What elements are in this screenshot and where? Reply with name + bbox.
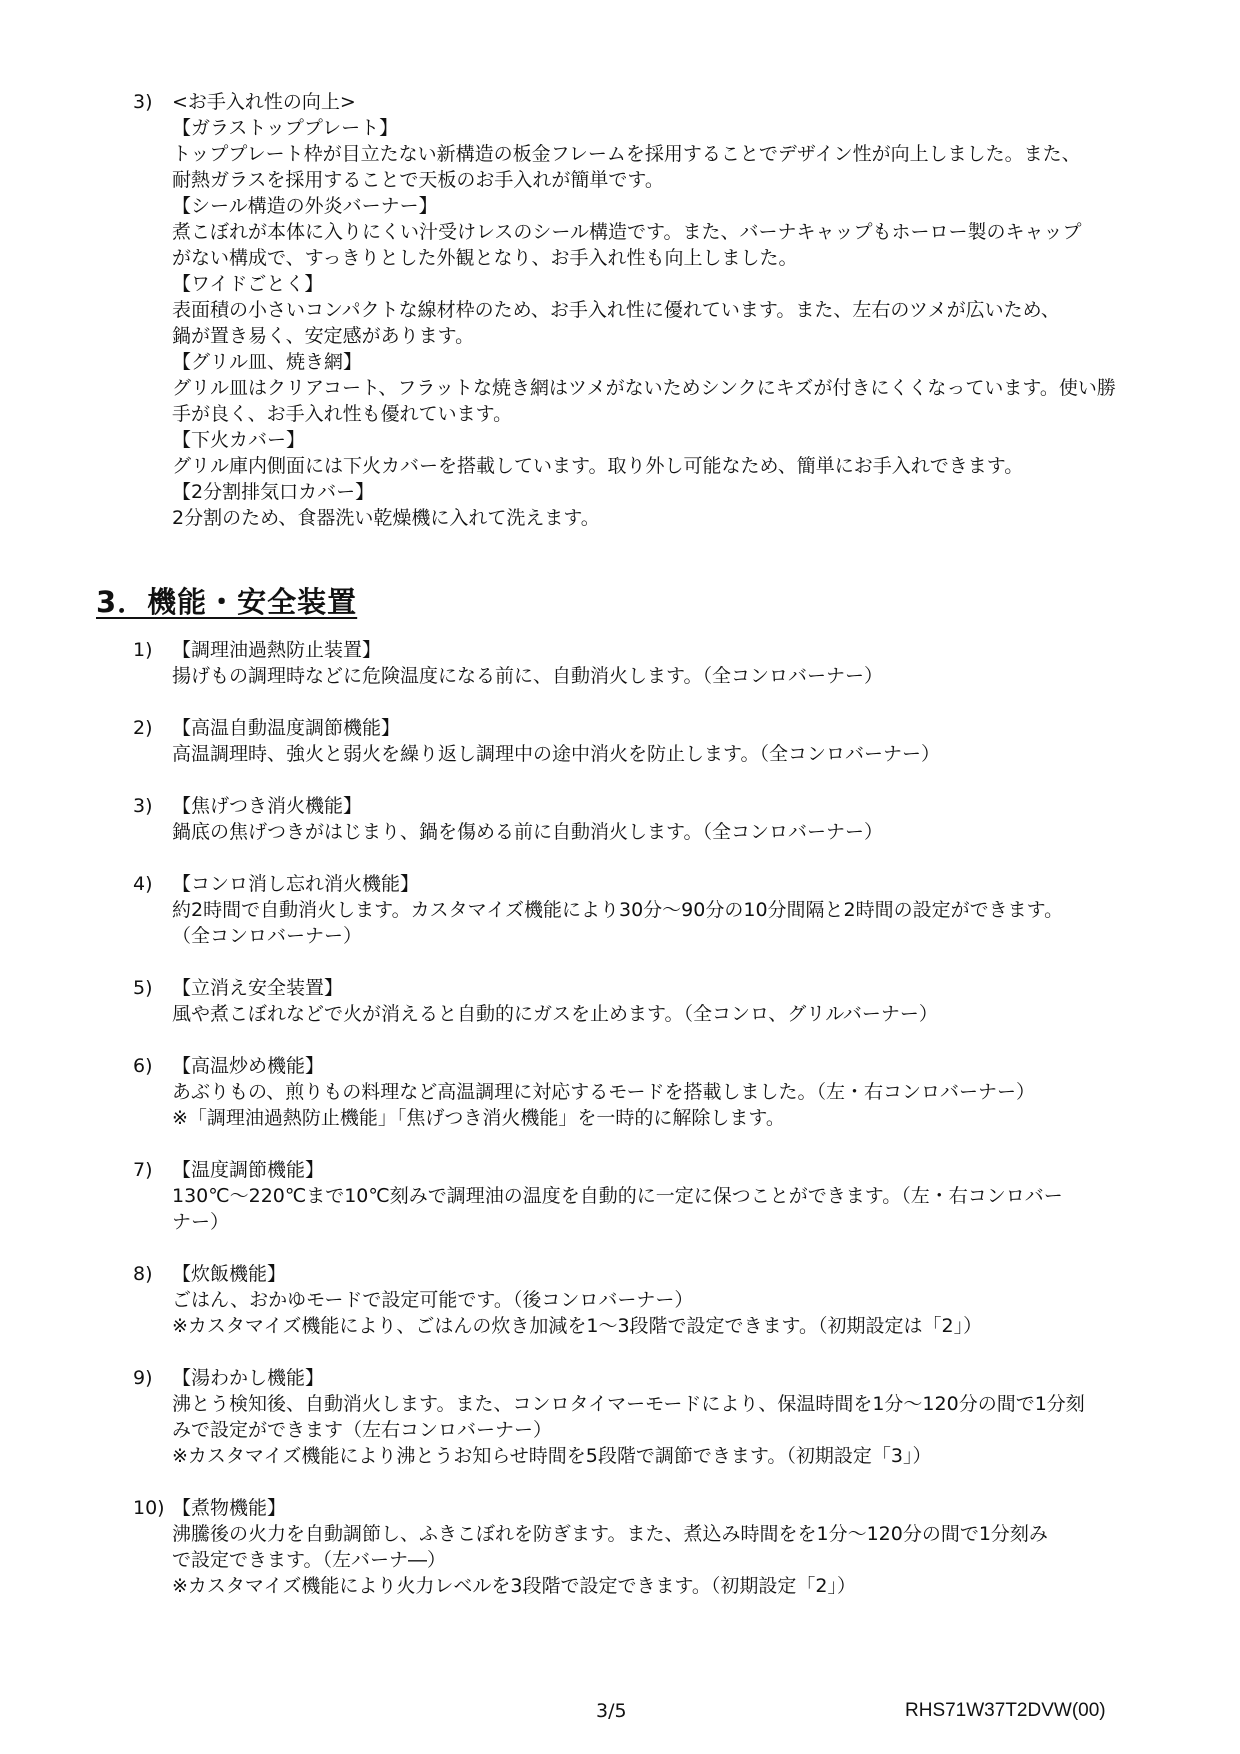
item-text-line: ごはん、おかゆモードで設定可能です。（後コンロバーナー） bbox=[172, 1289, 694, 1311]
item-number: 10) bbox=[133, 1497, 165, 1519]
care-subheading: 【シール構造の外炎バーナー】 bbox=[172, 195, 438, 217]
item-title: 【コンロ消し忘れ消火機能】 bbox=[172, 873, 420, 895]
item-text-line: ※カスタマイズ機能により、ごはんの炊き加減を1～3段階で設定できます。（初期設定は「2」） bbox=[172, 1315, 983, 1337]
item-text-line: あぶりもの、煎りもの料理など高温調理に対応するモードを搭載しました。（左・右コンロバーナー） bbox=[172, 1081, 1035, 1103]
item-title: 【調理油過熱防止装置】 bbox=[172, 639, 382, 661]
item-text-line: で設定できます。（左バーナ―） bbox=[172, 1549, 446, 1571]
care-heading bbox=[133, 89, 1193, 115]
function-item bbox=[133, 975, 1193, 1027]
item-title: 【高温自動温度調節機能】 bbox=[172, 717, 401, 739]
care-subheading: 【グリル皿、焼き網】 bbox=[172, 351, 363, 373]
document-code: RHS71W37T2DVW(00) bbox=[905, 1700, 1106, 1721]
item-title: 【立消え安全装置】 bbox=[172, 977, 344, 999]
care-title: <お手入れ性の向上> bbox=[172, 91, 356, 113]
item-text-line: 130℃～220℃まで10℃刻みで調理油の温度を自動的に一定に保つことができます。（左・右コンロバー bbox=[172, 1185, 1063, 1207]
care-subheading: 【2分割排気口カバー】 bbox=[172, 481, 375, 503]
care-body bbox=[172, 115, 1193, 531]
function-list bbox=[133, 637, 1193, 1625]
item-text-line: 鍋底の焦げつきがはじまり、鍋を傷める前に自動消火します。（全コンロバーナー） bbox=[172, 821, 883, 843]
care-text-line: がない構成で、すっきりとした外観となり、お手入れ性も向上しました。 bbox=[172, 247, 798, 269]
care-text-line: トッププレート枠が目立たない新構造の板金フレームを採用することでデザイン性が向上しました。また、 bbox=[172, 143, 1081, 165]
item-number: 8) bbox=[133, 1263, 153, 1285]
care-text-line: 鍋が置き易く、安定感があります。 bbox=[172, 325, 475, 347]
care-section bbox=[133, 89, 1193, 531]
item-text-line: ※「調理油過熱防止機能」「焦げつき消火機能」を一時的に解除します。 bbox=[172, 1107, 785, 1129]
item-number: 6) bbox=[133, 1055, 153, 1077]
section-heading: 3．機能・安全装置 bbox=[96, 585, 358, 619]
care-text-line: グリル皿はクリアコート、フラットな焼き網はツメがないためシンクにキズが付きにくくなっています。使い勝 bbox=[172, 377, 1116, 399]
item-number: 1) bbox=[133, 639, 153, 661]
function-item bbox=[133, 715, 1193, 767]
function-item bbox=[133, 1495, 1193, 1599]
item-title: 【高温炒め機能】 bbox=[172, 1055, 325, 1077]
care-subheading: 【ワイドごとく】 bbox=[172, 273, 324, 295]
function-item bbox=[133, 1053, 1193, 1131]
item-text-line: 約2時間で自動消火します。カスタマイズ機能により30分～90分の10分間隔と2時間の設定ができます。 bbox=[172, 899, 1064, 921]
care-text-line: 2分割のため、食器洗い乾燥機に入れて洗えます。 bbox=[172, 507, 600, 529]
item-number: 5) bbox=[133, 977, 153, 999]
care-subheading: 【ガラストッププレート】 bbox=[172, 117, 399, 139]
item-text-line: 沸騰後の火力を自動調節し、ふきこぼれを防ぎます。また、煮込み時間をを1分～120分の間で1分刻み bbox=[172, 1523, 1048, 1545]
item-number: 3) bbox=[133, 795, 153, 817]
item-text-line: 風や煮こぼれなどで火が消えると自動的にガスを止めます。（全コンロ、グリルバーナー） bbox=[172, 1003, 938, 1025]
item-title: 【温度調節機能】 bbox=[172, 1159, 325, 1181]
item-text-line: 沸とう検知後、自動消火します。また、コンロタイマーモードにより、保温時間を1分～120分の間で1分刻 bbox=[172, 1393, 1085, 1415]
function-item bbox=[133, 1157, 1193, 1235]
care-text-line: 手が良く、お手入れ性も優れています。 bbox=[172, 403, 513, 425]
item-number: 2) bbox=[133, 717, 153, 739]
item-number: 7) bbox=[133, 1159, 153, 1181]
item-text-line: みで設定ができます（左右コンロバーナー） bbox=[172, 1419, 553, 1441]
item-number: 4) bbox=[133, 873, 153, 895]
function-item bbox=[133, 793, 1193, 845]
care-number: 3) bbox=[133, 91, 153, 113]
item-title: 【湯わかし機能】 bbox=[172, 1367, 325, 1389]
item-text-line: ナー） bbox=[172, 1211, 230, 1233]
function-item bbox=[133, 637, 1193, 689]
item-number: 9) bbox=[133, 1367, 153, 1389]
item-title: 【炊飯機能】 bbox=[172, 1263, 287, 1285]
page-number: 3/5 bbox=[596, 1700, 627, 1722]
care-text-line: 耐熱ガラスを採用することで天板のお手入れが簡単です。 bbox=[172, 169, 664, 191]
function-item bbox=[133, 1261, 1193, 1339]
care-text-line: 表面積の小さいコンパクトな線材枠のため、お手入れ性に優れています。また、左右のツメが広いため、 bbox=[172, 299, 1060, 321]
item-text-line: ※カスタマイズ機能により沸とうお知らせ時間を5段階で調節できます。（初期設定「3」） bbox=[172, 1445, 932, 1467]
item-title: 【煮物機能】 bbox=[172, 1497, 287, 1519]
function-item bbox=[133, 871, 1193, 949]
item-text-line: ※カスタマイズ機能により火力レベルを3段階で設定できます。（初期設定「2」） bbox=[172, 1575, 857, 1597]
item-text-line: 揚げもの調理時などに危険温度になる前に、自動消火します。（全コンロバーナー） bbox=[172, 665, 883, 687]
function-item bbox=[133, 1365, 1193, 1469]
item-title: 【焦げつき消火機能】 bbox=[172, 795, 363, 817]
item-text-line: （全コンロバーナー） bbox=[172, 925, 363, 947]
care-text-line: グリル庫内側面には下火カバーを搭載しています。取り外し可能なため、簡単にお手入れできます。 bbox=[172, 455, 1024, 477]
care-subheading: 【下火カバー】 bbox=[172, 429, 306, 451]
item-text-line: 高温調理時、強火と弱火を繰り返し調理中の途中消火を防止します。（全コンロバーナー） bbox=[172, 743, 940, 765]
care-text-line: 煮こぼれが本体に入りにくい汁受けレスのシール構造です。また、バーナキャップもホーロー製のキャップ bbox=[172, 221, 1082, 243]
